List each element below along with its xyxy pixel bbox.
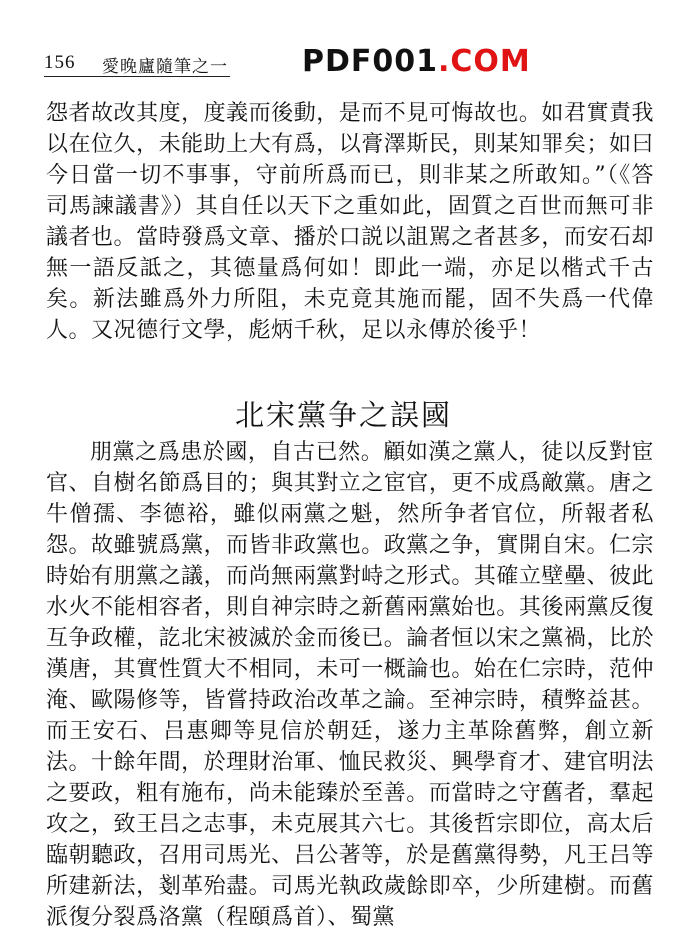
watermark [302, 44, 531, 79]
watermark-main: PDF001 [302, 44, 439, 79]
page-number: 156 [44, 52, 76, 73]
continuation-paragraph: 怨者故改其度，度義而後動，是而不見可悔故也。如君實責我以在位久，未能助上大有爲，以膏澤斯民，則某知罪矣；如曰今日當一切不事事，守前所爲而已，則非某之所敢知。”（《答司馬諫議書》）其自任以天下之重如此，固質之百世而無可非議者也。當時發爲文章、播於口説以詛駡之者甚多，而安石却無一語反詆之，其德量爲何如！即此一端，亦足以楷式千古矣。新法雖爲外力所阻，未克竟其施而罷，固不失爲一代偉人。又况德行文學，彪炳千秋，足以永傳於後乎！ [46, 101, 654, 343]
section-title: 北宋黨争之誤國 [234, 398, 452, 433]
section-body [46, 437, 654, 933]
running-title: 愛晚廬隨筆之一 [102, 57, 228, 77]
watermark-suffix: .COM [438, 44, 531, 79]
body-paragraph: 朋黨之爲患於國，自古已然。顧如漢之黨人，徒以反對宦官、自樹名節爲目的；與其對立之宦官，更不成爲敵黨。唐之牛僧孺、李德裕，雖似兩黨之魁，然所争者官位，所報者私怨。故雖號爲黨，而皆非政黨也。政黨之争，實開自宋。仁宗時始有朋黨之議，而尚無兩黨對峙之形式。其確立壁壘、彼此水火不能相容者，則自神宗時之新舊兩黨始也。其後兩黨反復互争政權，訖北宋被滅於金而後已。論者恒以宋之黨禍，比於漢唐，其實性質大不相同，未可一概論也。始在仁宗時，范仲淹、歐陽修等，皆嘗持政治改革之論。至神宗時，積弊益甚。而王安石、吕惠卿等見信於朝廷，遂力主革除舊弊，創立新法。十餘年間，於理財治軍、恤民救災、興學育才、建官明法之要政，粗有施布，尚未能臻於至善。而當時之守舊者，羣起攻之，致王吕之志事，未克展其六七。其後哲宗即位，高太后臨朝聽政，召用司馬光、吕公著等，於是舊黨得勢，凡王吕等所建新法，剗革殆盡。司馬光執政歲餘即卒，少所建樹。而舊派復分裂爲洛黨（程頤爲首）、蜀黨 [46, 440, 654, 930]
header-rule [44, 76, 230, 77]
continuation-text [46, 98, 654, 346]
page-header [44, 44, 644, 78]
